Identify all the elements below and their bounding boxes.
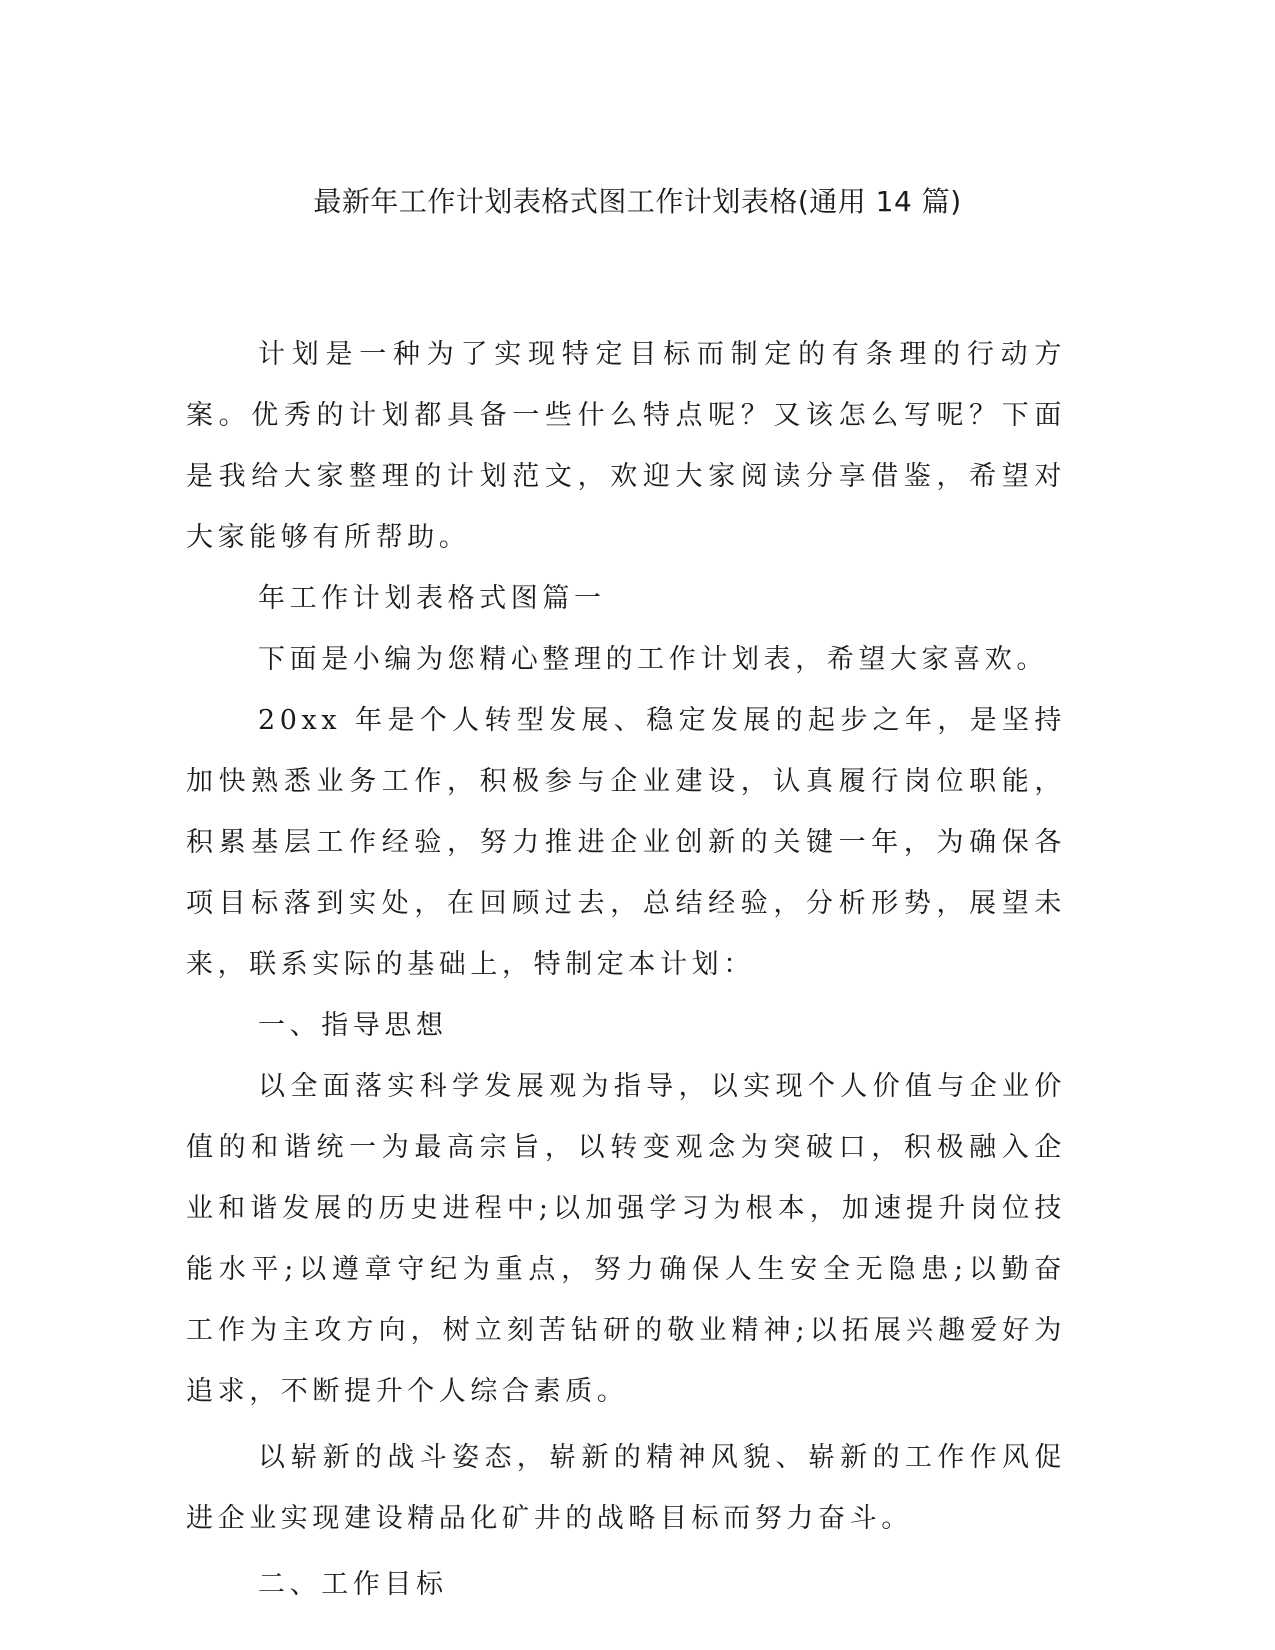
- paragraph-guiding-ideology: 以全面落实科学发展观为指导，以实现个人价值与企业价值的和谐统一为最高宗旨，以转变观念为突破口，积极融入企业和谐发展的历史进程中;以加强学习为根本，加速提升岗位技能水平;以遵章守纪为重点，努力确保人生安全无隐患;以勤奋工作为主攻方向，树立刻苦钻研的敬业精神;以拓展兴趣爱好为追求，不断提升个人综合素质。: [186, 1071, 1066, 1407]
- document-title: 最新年工作计划表格式图工作计划表格(通用 14 篇): [313, 185, 962, 218]
- heading-guiding-ideology: 一、指导思想: [258, 1010, 448, 1041]
- section-heading-part-one: 年工作计划表格式图篇一: [258, 583, 606, 614]
- document-body: [186, 324, 1066, 1615]
- paragraph-overview: 20xx 年是个人转型发展、稳定发展的起步之年，是坚持加快熟悉业务工作，积极参与企业建设，认真履行岗位职能，积累基层工作经验，努力推进企业创新的关键一年，为确保各项目标落到实处，在回顾过去，总结经验，分析形势，展望未来，联系实际的基础上，特制定本计划：: [186, 705, 1066, 980]
- intro-paragraph: 计划是一种为了实现特定目标而制定的有条理的行动方案。优秀的计划都具备一些什么特点呢？又该怎么写呢？下面是我给大家整理的计划范文，欢迎大家阅读分享借鉴，希望对大家能够有所帮助。: [186, 339, 1066, 553]
- heading-work-goals: 二、工作目标: [258, 1569, 448, 1600]
- paragraph-goal-statement: 以崭新的战斗姿态，崭新的精神风貌、崭新的工作作风促进企业实现建设精品化矿井的战略目标而努力奋斗。: [186, 1442, 1066, 1534]
- paragraph-preface: 下面是小编为您精心整理的工作计划表，希望大家喜欢。: [258, 644, 1048, 675]
